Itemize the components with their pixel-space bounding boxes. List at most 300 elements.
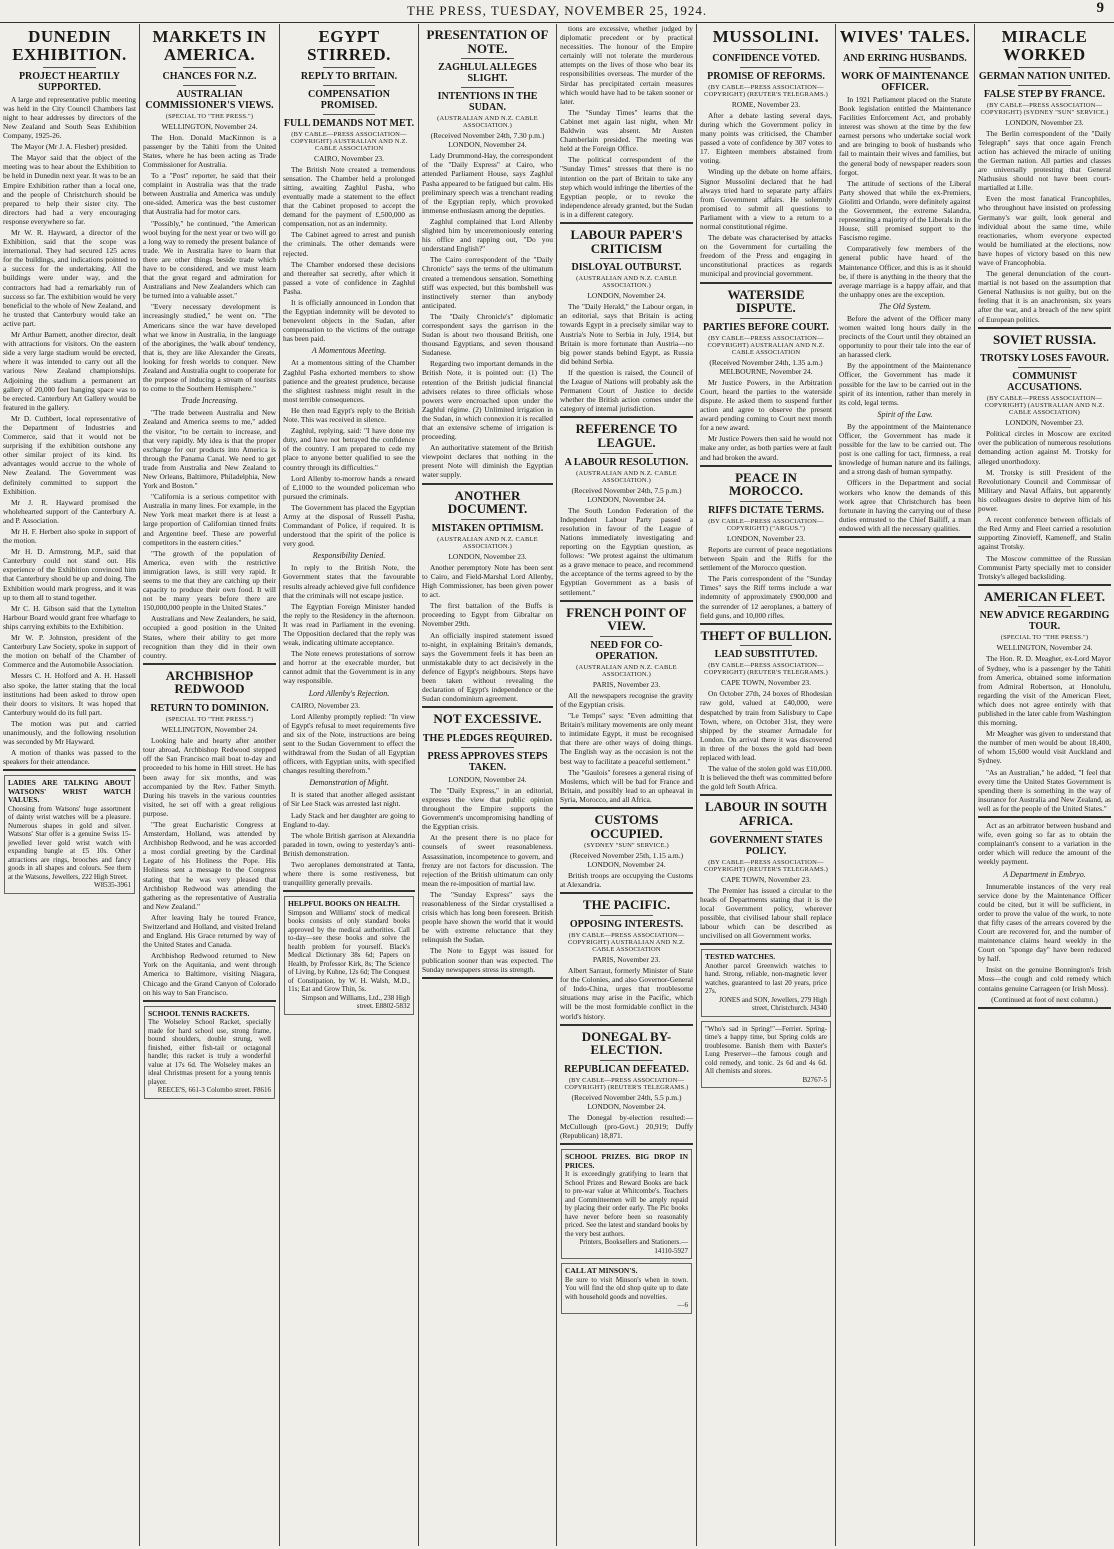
- paragraph: "Every necessary development is increasingly studied," he went on. "The Americans since the war have developed what we know in Australia, in the language of the aborigines, the 'walk about' tendency, that is, they are like Alexander the Greats, looking for fresh worlds to conquer. New Zealand and Australia ought to cooperate for the purpose of inducing a stream of tourists to come to the Southern Hemisphere.": [143, 302, 276, 394]
- paragraph: The general denunciation of the court-martial is not based on the assumption that General Nathusius is not guilty, but on the feeling that it is an anachronism, six years after the war, and a breach of the new spirit of European politics.: [978, 269, 1111, 324]
- divider: [461, 729, 513, 730]
- divider: [740, 645, 793, 646]
- divider: [740, 831, 793, 832]
- paragraph: The Mayor (Mr J. A. Flesher) presided.: [11, 142, 128, 152]
- article-body: [700, 378, 832, 462]
- article-rule: [3, 769, 136, 771]
- paragraph: The Hon. Donald MacKinnon is a passenger by the Tahiti from the United States, where he has been acting as Trade Commissioner for Australia.: [143, 132, 276, 169]
- wire-credit: (AUSTRALIAN AND N.Z. CABLE ASSOCIATION.): [437, 115, 538, 130]
- article-body: [560, 1113, 693, 1140]
- paragraph: The Premier has issued a circular to the heads of Departments stating that it is the local Government policy, wherever possible, that civilised labour shall replace labour which can be described as uncivilised on all Government works.: [700, 885, 832, 941]
- paragraph: After leaving Italy he toured France, Switzerland and Holland, and visited Ireland and England. His Grace returned by way of the United States and Canada.: [143, 912, 276, 950]
- paragraph: Mr W. R. Hayward, a director of the Exhibition, said that the scope was international. They had secured 125 acres for the buildings, and indications pointed to a success for the undertaking. All the buildings were under way, and the contractors had had a remarkably run of success so far. The exhibition would be very beneficial to the whole of New Zealand, and he trusted that Canterbury would take an active part.: [3, 228, 136, 328]
- article: [3, 28, 136, 771]
- paragraph: The Chamber endorsed these decisions and thereafter sat secretly, after which it passed a vote of confidence in Zaghlul Pasha.: [283, 259, 415, 296]
- article-body: [560, 966, 693, 1021]
- article-body: [143, 408, 276, 660]
- wire-credit: (SPECIAL TO "THE PRESS."): [165, 112, 254, 120]
- headline: LABOUR IN SOUTH AFRICA.: [704, 799, 828, 828]
- paragraph: To a "Post" reporter, he said that their complaint in Australia was that the trade between Australia and America was unduly one-sided. America was the best customer that Australia had for motor cars.: [143, 171, 276, 217]
- paragraph: The South London Federation of the Independent Labour Party passed a resolution in favour of the League of Nations immediately investigating and reporting on the Egyptian question, as follows: "We protest against the ultimatum as a grave menace to peace, and recommend the acceptance of the terms agreed to by the Egyptian Government as a basis of settlement.": [560, 505, 693, 597]
- paragraph: A recent conference between officials of the Red Army and Fleet carried a resolution supporting Zinovieff, Kameneff, and Stalin against Trotsky.: [978, 515, 1111, 552]
- paragraph: Mr Justice Powers, in the Arbitration Court, heard the parties to the waterside dispute. He asked them to suspend further action and agree to observe the present award pending coming to Court next month for a new award.: [700, 377, 832, 433]
- wire-credit: (BY CABLE—PRESS ASSOCIATION—COPYRIGHT) (REUTER'S TELEGRAMS.): [704, 83, 828, 98]
- headline: SOVIET RUSSIA.: [992, 331, 1097, 347]
- article-body: [283, 165, 415, 344]
- paragraph: Australians and New Zealanders, he said, occupied a good position in the United States, where their ability to get more recognition than they did in their own country.: [143, 614, 276, 660]
- divider: [461, 58, 513, 59]
- subheadline: WORK OF MAINTENANCE OFFICER.: [841, 70, 969, 93]
- divider: [1018, 67, 1071, 68]
- dateline: CAPE TOWN, November 23.: [721, 678, 811, 688]
- subheadline: NEW ADVICE REGARDING TOUR.: [979, 610, 1110, 633]
- paragraph: tions are excessive, whether judged by diplomatic precedent or by practical necessities. The honour of the Empire certainly will not tolerate the murderous attempts on the lives of those who bear its responsibilities overseas. The murder of the Sirdar has precipitated certain measures which would have had to be taken sooner or later.: [560, 24, 693, 106]
- headline: PEACE IN MOROCCO.: [728, 469, 804, 499]
- advertisement: [701, 1021, 831, 1089]
- column-rule: [974, 24, 975, 1546]
- article-rule: [700, 943, 832, 945]
- paragraph: The Cairo correspondent of the "Daily Chronicle" says the terms of the ultimatum created a tremendous sensation. Something stiff was expected, but this bombshell was instinctively sterner than anybody anticipated.: [422, 255, 553, 310]
- paragraph: The value of the stolen gold was £10,000. It is believed the theft was committed before the gold left South Africa.: [700, 764, 832, 792]
- ad-title: CALL AT MINSON'S.: [565, 1266, 638, 1276]
- ad-reference: Printers, Booksellers and Stationers.—14110-5927: [579, 1238, 688, 1255]
- article-body: [143, 133, 276, 394]
- dateline: PARIS, November 23.: [592, 679, 661, 689]
- divider: [461, 519, 513, 520]
- paragraph: Lord Allenby to-morrow hands a reward of £,1000 to the wounded policeman who pursued the criminals.: [283, 473, 415, 501]
- article-rule: [978, 816, 1111, 818]
- paragraph: British troops are occupying the Customs at Alexandria.: [560, 871, 693, 890]
- paragraph: By the appointment of the Maintenance Officer, the Government has made it possible for the law to be carried out in the spirit of its intention, rather than merely in its cold, legal terms.: [839, 361, 971, 407]
- wire-credit: (BY CABLE—PRESS ASSOCIATION—COPYRIGHT) (AUSTRALIAN AND N.Z. CABLE ASSOCIATION): [984, 395, 1105, 417]
- paragraph: Lady Stack and her daughter are going to England to-day.: [283, 810, 415, 829]
- article: [143, 669, 276, 1002]
- article-body: [560, 24, 693, 219]
- divider: [1018, 367, 1071, 368]
- paragraph: Lord Allenby promptly replied: "In view of Egypt's refusal to meet requirements five and six of the Note, instructions are being sent to the Sudan Government to effect the withdrawal from the Sudan of all Egyptian officers, with Egyptian units, with specified changes resulting therefrom.": [283, 711, 415, 776]
- headline: AMERICAN FLEET.: [983, 588, 1106, 604]
- ad-text: The Wolseley School Racket, specially made for hard school use, strong frame, bound shoulders, double strung, well finished, either fish-tail or octagonal handle; this racket is truly a wonderful value at 17s 6d. The Wolseley makes an ideal Christmas present for a young tennis player.: [148, 1018, 271, 1086]
- divider: [183, 699, 236, 700]
- article-body: [283, 790, 415, 887]
- article: [978, 333, 1111, 586]
- subheadline: COMPENSATION PROMISED.: [307, 88, 391, 111]
- paragraph: The political correspondent of the "Sunday Times" stresses that there is no intention on the part of Britain to take any step which would infringe the liberties of the Egyptian people, or to revoke the independence already granted, but the Sudan is in a different category.: [560, 155, 693, 219]
- ad-text: Choosing from Watsons' huge assortment of dainty wrist watches will be a pleasure. Numerous shapes in gold and silver. Watsons' Star offer is a genuine Swiss 15-jewelled lever gold wrist watch with expanding bangle at £5 10s. Other attractions are rings, brooches and fancy goods in all shapes and colours. See them at the Watsons, Jewellers, 222 High Street.: [8, 804, 131, 881]
- article: [839, 28, 971, 538]
- ad-title: LADIES ARE TALKING ABOUT WATSONS' WRIST WATCH VALUES.: [8, 778, 131, 805]
- divider: [461, 87, 513, 88]
- paragraph: By the appointment of the Maintenance Officer, the Government has made it possible for the law to be carried out. The post is one calling for tact, firmness, a real knowledge of human nature and its failings, and a strong dash of human sympathy.: [839, 421, 971, 477]
- subheadline: PRESS APPROVES STEPS TAKEN.: [427, 750, 548, 773]
- paragraph: The "Gaulois" foresees a general rising of Moslems, which will be bad for France and Britain, and possibly lead to an upheaval in Syria, Morocco, and all Africa.: [560, 767, 693, 804]
- dateline: (Received November 24th, 1.35 a.m.) MELBOURNE, November 24.: [709, 357, 823, 376]
- article-rule: [422, 483, 553, 485]
- headline: LABOUR PAPER'S CRITICISM: [570, 226, 683, 256]
- divider: [600, 636, 653, 637]
- article-body: [978, 129, 1111, 324]
- paragraph: Mr D. Cuthbert, local representative of the Department of Industries and Commerce, said that it would not be surprising if the exhibition outshone any other similar project of its kind. Its advantages would accrue to the whole of New Zealand. The Government was definitely committed to support the Exhibition.: [3, 413, 136, 496]
- subheadline: RIFFS DICTATE TERMS.: [708, 504, 824, 516]
- article-rule: [839, 536, 971, 538]
- subheadline: OPPOSING INTERESTS.: [569, 919, 684, 931]
- article-rule: [700, 623, 832, 625]
- paragraph: The "Daily Express," in an editorial, expresses the view that public opinion throughout the Empire supports the Government's uncompromising handling of the Egyptian crisis.: [422, 785, 553, 832]
- article-body: [560, 691, 693, 804]
- ad-reference: Simpson and Williams, Ltd., 238 High street. E8802-5832: [301, 993, 410, 1011]
- ad-reference: —6: [677, 1301, 688, 1310]
- subheadline: INTENTIONS IN THE SUDAN.: [437, 91, 538, 114]
- paragraph: Mr Justice Powers then said he would not make any order, as both parties were at fault and had broken the award.: [700, 434, 832, 462]
- article: [978, 28, 1111, 329]
- paragraph: Messrs C. H. Holford and A. H. Hassell also spoke, the latter stating that the local institutions had been asked to throw open their doors to visitors. It was hoped that Canterbury would do its full part.: [3, 671, 136, 717]
- paragraph: The Moscow committee of the Russian Communist Party specially met to consider Trotsky's alleged backsliding.: [978, 553, 1111, 581]
- article: [978, 590, 1111, 818]
- wire-credit: (SPECIAL TO "THE PRESS."): [1000, 634, 1089, 642]
- ad-title: HELPFUL BOOKS ON HEALTH.: [288, 899, 400, 909]
- subheadline: GERMAN NATION UNITED.: [978, 70, 1111, 82]
- article-body: [283, 701, 415, 776]
- column-rule: [279, 24, 280, 1546]
- paragraph: A motion of thanks was passed to the speakers for their attendance.: [3, 748, 136, 767]
- article-body: [283, 563, 415, 685]
- wire-credit: (AUSTRALIAN AND N.Z. CABLE ASSOCIATION.): [437, 535, 538, 550]
- headline: CUSTOMS OCCUPIED.: [590, 812, 663, 841]
- article-body: [700, 545, 832, 620]
- headline: REFERENCE TO LEAGUE.: [575, 421, 678, 451]
- section-subhead: The Old System.: [878, 301, 932, 311]
- article-rule: [422, 706, 553, 708]
- section-subhead: A Momentous Meeting.: [311, 346, 387, 356]
- article-body: [839, 314, 971, 407]
- divider: [183, 67, 236, 68]
- section-subhead: Trade Increasing.: [181, 396, 238, 406]
- paragraph: The "Daily Herald," the Labour organ, in an editorial, says that Britain is acting towards Egypt in a precisely similar way to Austria's Note to Serbia in July, 1914, but Britain is more fortunate than Austria—no big power stands behind Egypt, as Russia did behind Serbia.: [560, 302, 693, 366]
- dateline: LONDON, November 23.: [1005, 418, 1084, 428]
- paragraph: Mr H. D. Armstrong, M.P., said that Canterbury could not stand out. His experience of the Exhibition convinced him that Canterbury should be up and doing. The Exhibition would mark progress, and it was up to them all to stand together.: [3, 547, 136, 602]
- article: [283, 28, 415, 892]
- article-rule: [560, 892, 693, 894]
- masthead: [0, 0, 1114, 23]
- article-body: [422, 563, 553, 703]
- article: [560, 898, 693, 1025]
- wire-credit: (AUSTRALIAN AND N.Z. CABLE ASSOCIATION.): [576, 663, 677, 678]
- paragraph: Insist on the genuine Bonnington's Irish Moss—the cough and cold remedy which contains genuine Carrageen (or Irish Moss).: [978, 965, 1111, 993]
- paragraph: "As an Australian," he added, "I feel that every time the United States Government is spending there is something in the way of insurance for Australia and New Zealand, as well as for the people of the United States.": [978, 767, 1111, 813]
- column-rule: [696, 24, 697, 1546]
- subheadline: NEED FOR CO-OPERATION.: [590, 639, 663, 662]
- headline: DONEGAL BY-ELECTION.: [581, 1028, 672, 1058]
- subheadline: PARTIES BEFORE COURT.: [703, 321, 829, 333]
- paragraph: The motion was put and carried unanimously, and the following resolution was seconded by Mr Hayward.: [3, 718, 136, 747]
- article-rule: [560, 1143, 693, 1145]
- divider: [740, 49, 793, 50]
- paragraph: "The trade between Australia and New Zealand and America seems to me," added the visitor, "to be certain to increase, and that very rapidly. My idea is that the proper exchange for our products into America is through the Panama Canal. We need to get trade from Australia and New Zealand to New Orleans, Baltimore, Philadelphia, New York and Boston.": [143, 408, 276, 491]
- paragraph: The Government has placed the Egyptian Army at the disposal of Russell Pasha, Commandant of Police, if required. It is understood that the spirit of the police is very good.: [283, 502, 415, 549]
- divider: [461, 747, 513, 748]
- article-rule: [700, 794, 832, 796]
- paragraph: Zaghlul complained that Lord Allenby slighted him by unceremoniously entering his office and rapping out, "Do you understand English?": [422, 216, 553, 254]
- divider: [879, 49, 932, 50]
- article-body: [839, 422, 971, 533]
- paragraph: Mr H. F. Herbert also spoke in support of the motion.: [3, 527, 136, 546]
- paragraph: "California is a serious competitor with Australia in many lines. For example, in the New York meat market there is at least a large proportion of Californian tinned fruits and Argentine beef. These are powerful competitors in the eastern cities.": [143, 492, 276, 547]
- dateline: WELLINGTON, November 24.: [161, 121, 258, 131]
- article: [560, 1030, 693, 1146]
- article-rule: [560, 807, 693, 809]
- ad-reference: W8535-3961: [94, 881, 131, 890]
- ad-reference: B2767-5: [802, 1075, 827, 1084]
- article: [560, 24, 693, 224]
- paragraph: The "Sunday Times" learns that the Cabinet met again last night, when Mr Baldwin was absent. Mr Austen Chamberlain presided. The meeting was held at the Foreign Office.: [560, 107, 693, 154]
- paragraph: "Possibly," he continued, "the American wool buying for the next year or two will go a long way to remedy the present balance of trade. We in Australia have to learn that there are other things beside trade which have to be considered, and we must learn that the great regard and admiration for Australians and New Zealanders which can be turned into a valuable asset.": [143, 218, 276, 301]
- paragraph: An officially inspired statement issued to-night, in explaining Britain's demands, says the Government feels it has been an unmistakable duty to act decisively in the defence of Egypt's neighbours. Steps have been taken without revealing the declaration of Egypt's independence or the Sudan condominium agreement.: [422, 630, 553, 704]
- paragraph: If the question is raised, the Council of the League of Nations will probably ask the Permanent Court of Justice to decide whether the British action comes under the category of internal jurisdiction.: [560, 367, 693, 414]
- subheadline: REPUBLICAN DEFEATED.: [564, 1063, 689, 1075]
- subheadline: COMMUNIST ACCUSATIONS.: [1007, 371, 1082, 394]
- ad-title: SCHOOL TENNIS RACKETS.: [148, 1008, 250, 1018]
- article-body: [700, 111, 832, 279]
- dateline: LONDON, November 23.: [1005, 117, 1084, 127]
- headline: ANOTHER DOCUMENT.: [447, 487, 528, 517]
- section-subhead: Lord Allenby's Rejection.: [308, 688, 390, 698]
- paragraph: Reports are current of peace negotiations between Spain and the Riffs for the settlement of the Morocco question.: [700, 544, 832, 573]
- column-rule: [556, 24, 557, 1546]
- paragraph: Another peremptory Note has been sent to Cairo, and Field-Marshal Lord Allenby, High Commissioner, has been given power to act.: [422, 562, 553, 600]
- headline: WIVES' TALES.: [839, 27, 971, 46]
- article: [700, 471, 832, 625]
- article: [700, 28, 832, 284]
- paragraph: The Berlin correspondent of the "Daily Telegraph" says that once again French action has achieved the miracle of uniting the German nation. All parties and classes are universally protesting that General Nathusius should not have been court-martialled at Lille.: [978, 128, 1111, 193]
- paragraph: The Mayor said that the object of the meeting was to hear about the Exhibition to be held in Dunedin next year. It was to be an Empire Exhibition rather than a local one, and the people of Christchurch should be prepared to help their sister city. The directors had had a very encouraging response everywhere so far.: [3, 153, 136, 226]
- ad-reference: REECE'S, 661-3 Colombo street. F8616: [157, 1086, 271, 1095]
- paragraph: Two aeroplanes demonstrated at Tanta, where there is some restiveness, but tranquillity generally prevails.: [283, 859, 415, 888]
- divider: [1018, 85, 1071, 86]
- article: [978, 821, 1111, 1009]
- subheadline: RETURN TO DOMINION.: [150, 703, 269, 715]
- paragraph: Mr C. H. Gibson said that the Lyttelton Harbour Board would grant free wharfage to ships carrying exhibits to the Exhibition.: [3, 603, 136, 631]
- subheadline: LEAD SUBSTITUTED.: [714, 649, 818, 661]
- subheadline: REPLY TO BRITAIN.: [300, 70, 398, 82]
- dateline: LONDON, November 23.: [448, 551, 527, 561]
- dateline: (Received November 25th, 1.15 a.m.) LONDON, November 24.: [569, 851, 684, 870]
- wire-credit: (BY CABLE—PRESS ASSOCIATION—COPYRIGHT) AUSTRALIAN AND N.Z. CABLE ASSOCIATION: [567, 932, 686, 954]
- column-1: [0, 24, 139, 1546]
- advertisement: [561, 1149, 692, 1259]
- dateline: PARIS, November 23.: [592, 955, 661, 965]
- dateline: ROME, November 23.: [731, 99, 801, 109]
- article-rule: [978, 327, 1111, 329]
- headline: ARCHBISHOP REDWOOD: [165, 667, 254, 697]
- column-3: [280, 24, 418, 1546]
- article: [422, 489, 553, 709]
- headline: DUNEDIN EXHIBITION.: [12, 27, 127, 64]
- paragraph: Looking hale and hearty after another tour abroad, Archbishop Redwood stepped off the San Francisco mail boat to-day and proceeded to his home in Hill street. He has been away for six months, and was accompanied by the Rev. Father Smyth. During his travels in the various countries visited, he set off with a great religious purpose.: [143, 736, 276, 818]
- article: [422, 712, 553, 979]
- dateline: (Received November 24th, 5.5 p.m.) LONDON, November 24.: [571, 1092, 682, 1111]
- column-7: [836, 24, 974, 1546]
- article: [700, 629, 832, 797]
- subheadline: AND ERRING HUSBANDS.: [843, 52, 967, 64]
- divider: [1018, 349, 1071, 350]
- section-subhead: A Department in Embryo.: [1003, 869, 1086, 879]
- article-body: [560, 506, 693, 597]
- paragraph: The British Note created a tremendous sensation. The Chamber held a prolonged sitting, awaiting Zaghlul Pasha, who eventually made a statement to the effect that the Cabinet proposed to accept the demand for the payment of £,500,000 as compensation, not as an indemnity.: [283, 164, 415, 229]
- ad-title: SCHOOL PRIZES. BIG DROP IN PRICES.: [565, 1152, 688, 1170]
- paragraph: Lady Drummond-Hay, the correspondent of the "Daily Express" at Cairo, who attended Parliament House, says Zaghlul Pasha appeared to be fatigued but calm. His preliminary speech was a trenchant reading of the Egyptian reply, which provoked immense enthusiasm among the deputies.: [422, 151, 553, 215]
- advertisement: [561, 1263, 692, 1314]
- paragraph: Zaghlul, replying, said: "I have done my duty, and have not betrayed the confidence of the country. I am prepared to cede my place to anyone better qualified to see the country through its difficulties.": [283, 426, 415, 472]
- paragraph: On October 27th, 24 boxes of Rhodesian raw gold, valued at £40,000, were despatched by train from Salisbury to Cape Town, where, on October 31st, they were shipped by the steamer Armadale for London. On arrival there it was discovered in three of the boxes the gold had been replaced with lead.: [700, 689, 832, 762]
- article-rule: [560, 416, 693, 418]
- ad-text: It is exceedingly gratifying to learn that School Prizes and Reward Books are back to pre-war value at Whitcombe's. Teachers and Committeemen will be amply repaid by placing their order early. The Pic books have never before been so reasonably priced. See the latest and standard books by the very best authors.: [565, 1170, 688, 1238]
- column-rule: [139, 24, 140, 1546]
- headline: MIRACLE WORKED: [1001, 27, 1088, 64]
- paragraph: The Note to Egypt was issued for publication sooner than was expected. The Sunday newspapers stress its strength.: [422, 946, 553, 974]
- article-rule: [143, 663, 276, 665]
- divider: [879, 67, 932, 68]
- paragraph: Political circles in Moscow are excited over the publication of numerous resolutions demanding action against M. Trotsky for alleged unorthodoxy.: [978, 429, 1111, 466]
- subheadline: CONFIDENCE VOTED.: [712, 52, 820, 64]
- article-body: [422, 151, 553, 479]
- subheadline: A LABOUR RESOLUTION.: [564, 456, 689, 468]
- paragraph: The attitude of sections of the Liberal Party showed that while the ex-Premiers, Giolitti and Orlando, were definitely against the Government, the extreme Salandra, representing a majority of the Liberals in the House, still promised support to the Fascismo regime.: [839, 178, 971, 243]
- headline: THE PACIFIC.: [582, 897, 671, 913]
- paragraph: The Note renews protestations of sorrow and horror at the execrable murder, but cannot admit that the Government is in any way responsible.: [283, 649, 415, 686]
- article-body: [143, 736, 276, 997]
- article-body: [560, 871, 693, 889]
- paragraph: The whole British garrison at Alexandria paraded in town, owing to yesterday's anti-British demonstration.: [283, 830, 415, 858]
- wire-credit: (BY CABLE—PRESS ASSOCIATION—COPYRIGHT) (SYDNEY "SUN" SERVICE.): [980, 101, 1109, 116]
- subheadline: DISLOYAL OUTBURST.: [571, 262, 682, 274]
- paragraph: Comparatively few members of the general public have heard of the Maintenance Officer, and this is as it should be, if there is anything in the theory that the average marriage is a happy affair, and that the unhappy ones are the exception.: [839, 244, 971, 299]
- article-rule: [283, 890, 415, 892]
- headline: FRENCH POINT OF VIEW.: [566, 604, 687, 634]
- paragraph: M. Trotsky is still President of the Revolutionary Council and Commissar of Military and Naval Affairs, but apparently his colleagues desire to deprive him of his power.: [978, 467, 1111, 514]
- ad-text: Simpson and Williams' stock of medical books consists of only standard books approved by the medical authorities. Call to-day—see these books and solve the health problem for yourself. Black's Medical Dictionary 38s 6d; Papers on Health, by Professor Kirk, 8s; The Science of Living, by Kuhne, 12s 6d; The Conquest of Constipation, by W. H. Walsh, M.D., 11s; Eat and Grow Thin, 5s.: [288, 908, 410, 994]
- ad-text: Another parcel Greenwich watches to hand. Strong, reliable, non-magnetic lever watches, guaranteed to last 20 years, price 27s.: [705, 961, 827, 996]
- paragraph: After a debate lasting several days, during which the Government policy in many points was criticised, the Chamber passed a vote of confidence by 307 votes to 17. Eighteen members abstained from voting.: [700, 110, 832, 166]
- headline: MUSSOLINI.: [712, 27, 820, 46]
- paragraph: Mr J. R. Hayward promised the wholehearted support of the Canterbury A. and P. Association.: [3, 497, 136, 525]
- article-rule: [143, 1000, 276, 1002]
- column-8: [975, 24, 1114, 1546]
- paragraph: At a momentous sitting of the Chamber Zaghlul Pasha exhorted members to show patience and the greatest prudence, because the slightest rashness might result in the most terrible consequences.: [283, 358, 415, 404]
- article-rule: [422, 977, 553, 979]
- article-rule: [978, 1007, 1111, 1009]
- paragraph: Innumerable instances of the very real service done by the Maintenance Officer could be cited, but it will be sufficient, in order to prove the value of the work, to note that fifty cases of the arrears covered by the Court are recovered for, and the number of maintenance claims heard weekly in the Court on "sponge day" have been reduced by half.: [978, 881, 1111, 964]
- dateline: WELLINGTON, November 24.: [996, 643, 1093, 653]
- wire-credit: (AUSTRALIAN AND N.Z. CABLE ASSOCIATION.): [576, 275, 677, 290]
- paragraph: The Hon. R. D. Meagher, ex-Lord Mayor of Sydney, who is a passenger by the Tahiti from America, obtained some information from Admiral Robertson, at Honolulu, regarding the visit of the American Fleet, which does not agree entirely with that published in the later cable from Washington this morning.: [978, 654, 1111, 728]
- subheadline: AUSTRALIAN COMMISSIONER'S VIEWS.: [145, 88, 274, 111]
- column-2: [140, 24, 279, 1546]
- subheadline: ZAGHLUL ALLEGES SLIGHT.: [438, 62, 537, 85]
- wire-credit: (BY CABLE—PRESS ASSOCIATION—COPYRIGHT) AUSTRALIAN AND N.Z. CABLE ASSOCIATION: [707, 334, 825, 356]
- paragraph: It is stated that another alleged assistant of Sir Lee Stack was arrested last night.: [283, 790, 415, 809]
- wire-credit: (SPECIAL TO "THE PRESS."): [165, 716, 254, 724]
- section-subhead: Responsibility Denied.: [312, 551, 386, 561]
- paragraph: The first battalion of the Buffs is proceeding to Egypt from Gibraltar on November 29th.: [422, 601, 553, 629]
- column-5: [557, 24, 696, 1546]
- article-body: [978, 882, 1111, 993]
- headline: MARKETS IN AMERICA.: [152, 27, 267, 64]
- article: [560, 813, 693, 894]
- divider: [1018, 606, 1071, 607]
- divider: [740, 501, 793, 502]
- ad-text: Be sure to visit Minson's when in town. You will find the old shop quite up to date with household goods and novelties.: [565, 1275, 688, 1301]
- wire-credit: (BY CABLE—PRESS ASSOCIATION—COPYRIGHT) ("ARGUS."): [708, 517, 824, 532]
- article: [422, 28, 553, 485]
- divider: [600, 915, 653, 916]
- divider: [600, 453, 653, 454]
- paragraph: Mr Arthur Barnett, another director, dealt with attractions for visitors. On the eastern side a very large stadium would be erected, where it was intended to carry out all the various New Zealand championships. Adjoining the stadium a permanent art gallery of 20,000 feet hanging space was to be erected. Canterbury Art Gallery would be featured in the gallery.: [3, 330, 136, 412]
- wire-credit: (BY CABLE—PRESS ASSOCIATION—COPYRIGHT) (REUTER'S TELEGRAMS.): [704, 858, 828, 873]
- paragraph: Regarding two important demands in the British Note, it is pointed out: (1) The retention of the British judicial financial advisers relates to three officials whose powers were encroached upon under the Zaghlul régime. (2) Unlimited irrigation in the Sudan, in which connexion it is recalled that an extensive scheme of irrigation is proceeding.: [422, 359, 553, 442]
- dateline: CAPE TOWN, November 23.: [721, 874, 811, 884]
- masthead-title: THE PRESS, TUESDAY, NOVEMBER 25, 1924.: [406, 3, 708, 18]
- headline: THEFT OF BULLION.: [700, 627, 832, 643]
- ad-reference: JONES and SON, Jewellers, 279 High street, Christchurch. J4340: [719, 995, 827, 1013]
- wire-credit: (AUSTRALIAN AND N.Z. CABLE ASSOCIATION.): [576, 469, 677, 484]
- article-body: [3, 95, 136, 767]
- paragraph: Winding up the debate on home affairs, Signor Mussolini declared that he had always tried hard to separate party affairs from Government affairs. He solemnly promised to submit all questions to Parliament with a view to a return to a normal constitutional régime.: [700, 167, 832, 231]
- paragraph: It is officially announced in London that the Egyptian indemnity will be devoted to benevolent objects in the Sudan, after compensation to the victims of the outrage has been paid.: [283, 298, 415, 344]
- paragraph: A large and representative public meeting was held in the City Council Chambers last night to hear addresses by directors of the New Zealand and South Seas Exhibition Company, 1925-26.: [3, 94, 136, 141]
- ad-text: "Who's sad in Spring!"—Ferrier. Spring-time's a happy time, but Spring colds are troublesome. Banish them with Baxter's Lung Preserver—the famous cough and cold remedy, and tonic. 2s 6d and 4s 6d. All chemists and stores.: [705, 1024, 827, 1076]
- column-6: [697, 24, 835, 1546]
- paragraph: An authoritative statement of the British viewpoint declares that nothing in the present Note will diminish the Egyptian water supply.: [422, 443, 553, 480]
- paragraph: Even the most fanatical Francophiles, who throughout have insisted on professing Germany's war guilt, look general and individual about the same time, while reactionaries, whom everyone expected would be humiliated at the elections, now have hopes of victory based on this new wave of Francophobia.: [978, 194, 1111, 267]
- wire-credit: (BY CABLE—PRESS ASSOCIATION—COPYRIGHT) (REUTER'S TELEGRAMS.): [564, 1076, 689, 1091]
- paragraph: In reply to the British Note, the Government states that the favourable results already achieved give full confidence that the criminals will not escape justice.: [283, 563, 415, 600]
- divider: [183, 85, 236, 86]
- headline: NOT EXCESSIVE.: [433, 711, 542, 727]
- subheadline: FULL DEMANDS NOT MET.: [283, 117, 415, 129]
- paragraph: He then read Egypt's reply to the British Note. This was received in silence.: [283, 405, 415, 425]
- paragraph: "Le Temps" says: "Even admitting that Britain's military movements are only meant to intimidate Egypt, it must be recognised that there are other ways of doing things. The English way as the occasion is not the best way to facilitate a peaceful settlement.": [560, 711, 693, 766]
- article-body: [700, 886, 832, 941]
- article: [700, 800, 832, 945]
- page-number: 9: [1096, 0, 1104, 16]
- subheadline: PROMISE OF REFORMS.: [707, 70, 825, 82]
- divider: [600, 258, 653, 259]
- paragraph: Mr W. P. Johnston, president of the Canterbury Law Society, spoke in support of the motion on behalf of the Chamber of Commerce and the Automobile Association.: [3, 633, 136, 670]
- wire-credit: (SYDNEY "SUN" SERVICE.): [584, 842, 669, 850]
- paragraph: "The great Eucharistic Congress at Amsterdam, Holland, was attended by Archbishop Redwood, and he was accorded a most cordial greeting by the Cardinal Legate of his Holiness the Pope. His Holiness sent a message to the Congress stating that he was very pleased that Archbishop Redwood was attending the gathering as the representative of Australia and New Zealand.": [143, 819, 276, 911]
- divider: [323, 85, 376, 86]
- divider: [740, 67, 793, 68]
- paragraph: Officers in the Department and social workers who know the demands of this work agree that Christchurch has been fortunate in having the carrying out of these duties entrusted to the Chief Bailiff, a man endowed with all the necessary qualities.: [839, 478, 971, 533]
- subheadline: GOVERNMENT STATES POLICY.: [709, 834, 823, 857]
- dateline: LONDON, November 24.: [448, 774, 527, 784]
- article: [560, 422, 693, 601]
- article-body: [560, 302, 693, 413]
- paragraph: The debate was characterised by attacks on the Government for curtailing the freedom of the Press and engaging in unconstitutional practices as regards municipal and provincial government.: [700, 233, 832, 279]
- paragraph: The Donegal by-election resulted:—McCullough (pro-Govt.) 20,919; Duffy (Republican) 18,871.: [560, 1112, 693, 1141]
- paragraph: Mr Meagher was given to understand that the number of men would be about 18,400, of whom 15,600 would visit Auckland and Sydney.: [978, 729, 1111, 766]
- divider: [323, 114, 376, 115]
- paragraph: CAIRO, November 23.: [291, 700, 360, 710]
- article-rule: [560, 1024, 693, 1026]
- subheadline: FALSE STEP BY FRANCE.: [983, 88, 1106, 100]
- article-body: [839, 95, 971, 299]
- paragraph: At the present there is no place for counsels of sweet reasonableness. Assassination, incompetence to govern, and frenzy are not factors for discussion. The rejection of the British ultimatum can only mean the re-imposition of martial law.: [422, 833, 553, 888]
- dateline: WELLINGTON, November 24.: [161, 725, 258, 735]
- subheadline: MISTAKEN OPTIMISM.: [431, 522, 544, 534]
- paragraph: The "Sunday Express" says the reasonableness of the Sirdar crystallised a crisis which has long been foreseen. British people have shown the world that it would be with extreme reluctance that they relinquish the Sudan.: [422, 889, 553, 945]
- wire-credit: (BY CABLE—PRESS ASSOCIATION—COPYRIGHT) (REUTER'S TELEGRAMS.): [704, 662, 828, 677]
